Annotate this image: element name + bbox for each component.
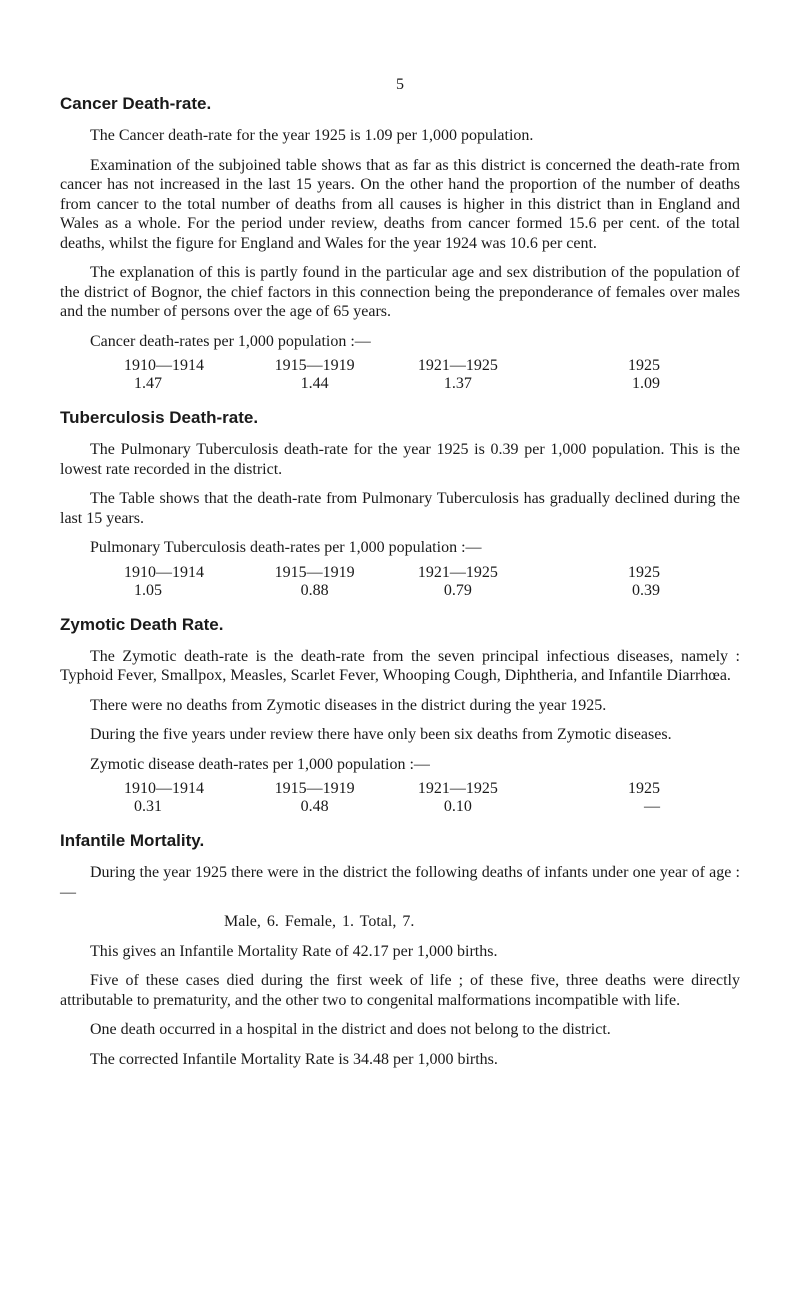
infantile-paragraph-3: Five of these cases died during the first week of life ; of these five, three deaths were directly attributable to prematurity, and the other two to congenital malformations incompatible with life.: [60, 972, 740, 1009]
period-cell: 1925: [628, 357, 660, 374]
tuberculosis-paragraph-1: The Pulmonary Tuberculosis death-rate for the year 1925 is 0.39 per 1,000 population. This is the lowest rate recorded in the district.: [60, 441, 740, 478]
period-cell: 1910—1914: [124, 780, 204, 797]
period-row: [124, 357, 660, 375]
rate-cell: 0.31: [134, 798, 162, 815]
zymotic-heading: Zymotic Death Rate.: [60, 614, 224, 634]
rate-cell: 1.09: [632, 375, 660, 392]
rate-cell: 1.37: [443, 375, 472, 392]
rate-cell: 0.39: [632, 581, 660, 599]
infantile-paragraph-1: During the year 1925 there were in the district the following deaths of infants under one year of age :—: [60, 864, 740, 901]
tuberculosis-paragraph-2: The Table shows that the death-rate from Pulmonary Tuberculosis has gradually declined during the last 15 years.: [60, 490, 740, 527]
rate-cell: 1.05: [134, 581, 162, 599]
infantile-paragraph-4: One death occurred in a hospital in the district and does not belong to the district.: [90, 1021, 611, 1038]
tuberculosis-table-caption: Pulmonary Tuberculosis death-rates per 1,000 population :—: [90, 539, 482, 556]
rate-cell: 0.79: [443, 581, 472, 599]
period-cell: 1915—1919: [274, 357, 355, 374]
period-cell: 1910—1914: [124, 357, 204, 374]
tuberculosis-rates-table: [124, 564, 660, 600]
period-cell: 1921—1925: [417, 563, 498, 581]
cancer-rates-table: [124, 357, 660, 393]
tuberculosis-heading: Tuberculosis Death-rate.: [60, 408, 259, 427]
period-cell: 1921—1925: [417, 357, 498, 374]
infantile-paragraph-2: This gives an Infantile Mortality Rate of 42.17 per 1,000 births.: [90, 942, 498, 960]
rate-row: [124, 375, 660, 393]
cancer-paragraph-1: The Cancer death-rate for the year 1925 is 1.09 per 1,000 population.: [90, 127, 534, 144]
period-row: [124, 780, 660, 798]
zymotic-paragraph-2: There were no deaths from Zymotic diseases in the district during the year 1925.: [90, 696, 607, 714]
period-row: [124, 564, 660, 582]
period-cell: 1910—1914: [124, 563, 204, 581]
cancer-paragraph-3: The explanation of this is partly found in the particular age and sex distribution of the population of the district of Bognor, the chief factors in this connection being the preponderance of females over males and the number of persons over the age of 65 years.: [60, 264, 740, 320]
period-cell: 1915—1919: [274, 563, 355, 581]
page-number: 5: [396, 76, 404, 93]
cancer-table-caption: Cancer death-rates per 1,000 population :—: [90, 332, 371, 350]
zymotic-rates-table: [124, 780, 660, 816]
zymotic-paragraph-3: During the five years under review there have only been six deaths from Zymotic diseases.: [90, 726, 672, 743]
rate-cell: 1.44: [300, 375, 329, 392]
period-cell: 1921—1925: [417, 780, 498, 797]
infantile-heading: Infantile Mortality.: [60, 831, 205, 850]
infant-death-counts: Male, 6. Female, 1. Total, 7.: [224, 913, 415, 930]
rate-cell: 0.10: [443, 798, 472, 815]
zymotic-table-caption: Zymotic disease death-rates per 1,000 population :—: [90, 755, 430, 773]
rate-cell: 0.88: [300, 581, 329, 599]
cancer-paragraph-2: Examination of the subjoined table shows that as far as this district is concerned the death-rate from cancer has not increased in the last 15 years. On the other hand the proportion of the number of deaths from cancer to the total number of deaths from all causes is higher in this district than in England and Wales as a whole. For the period under review, deaths from cancer formed 15.6 per cent. of the total deaths, whilst the figure for England and Wales for the year 1924 was 10.6 per cent.: [60, 156, 740, 252]
rate-cell: 1.47: [134, 375, 162, 392]
page-content: [60, 94, 740, 1069]
rate-cell: 0.48: [300, 798, 329, 815]
tuberculosis-section: [60, 408, 740, 600]
infantile-section: [60, 831, 740, 1069]
rate-row: [124, 582, 660, 600]
period-cell: 1925: [628, 563, 660, 581]
period-cell: 1915—1919: [274, 780, 355, 797]
period-cell: 1925: [628, 780, 660, 797]
rate-cell: —: [644, 798, 660, 815]
cancer-section: [60, 94, 740, 393]
zymotic-section: [60, 615, 740, 817]
infantile-paragraph-5: The corrected Infantile Mortality Rate is 34.48 per 1,000 births.: [90, 1050, 498, 1068]
zymotic-paragraph-1: The Zymotic death-rate is the death-rate from the seven principal infectious diseases, namely : Typhoid Fever, Smallpox, Measles, Scarlet Fever, Whooping Cough, Diphtheria, and Infantile Diarrhœa.: [60, 647, 740, 684]
cancer-heading: Cancer Death-rate.: [60, 94, 212, 113]
rate-row: [124, 798, 660, 816]
